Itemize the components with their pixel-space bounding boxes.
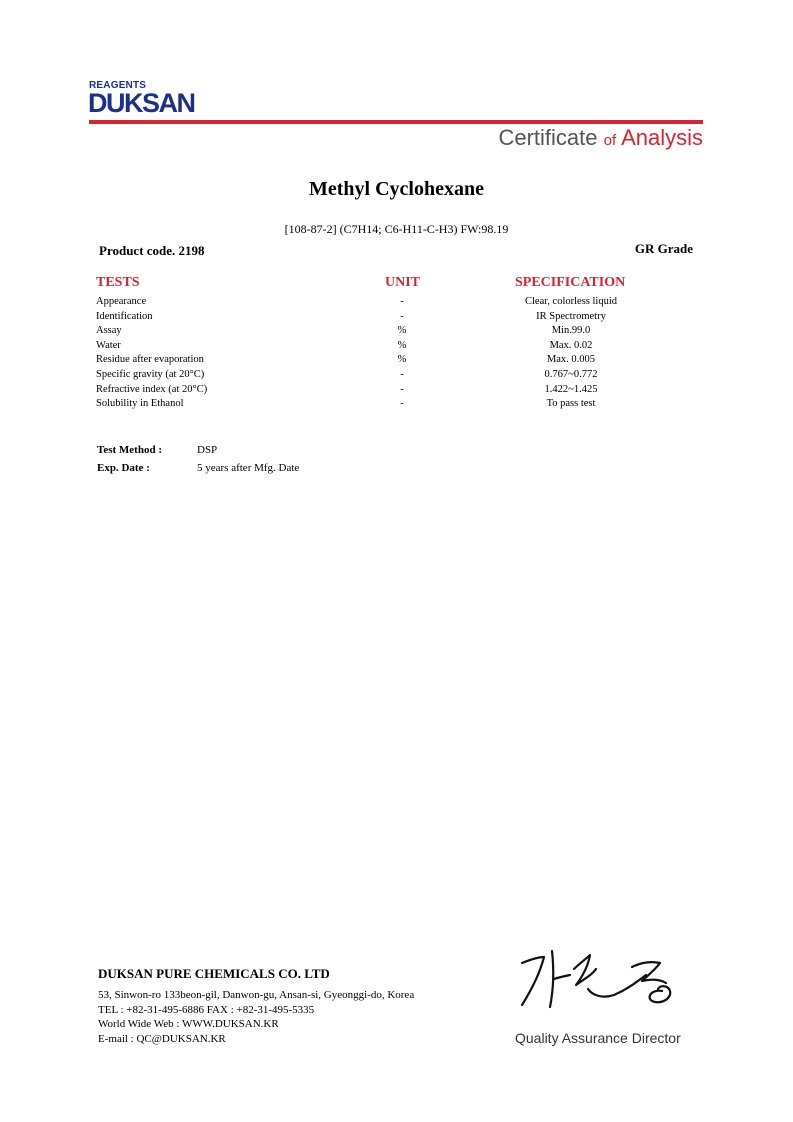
test-unit: - (400, 310, 404, 322)
spec-table (96, 295, 696, 412)
company-name: DUKSAN PURE CHEMICALS CO. LTD (98, 966, 330, 981)
test-name: Specific gravity (at 20°C) (96, 368, 205, 380)
logo-reagents-text: REAGENTS (89, 80, 147, 91)
test-method-value: DSP (197, 444, 218, 456)
company-contact (98, 988, 414, 1047)
test-unit: % (397, 339, 407, 351)
test-spec: Max. 0.005 (546, 354, 596, 366)
signature-image (510, 945, 700, 1015)
test-name: Identification (96, 310, 153, 322)
test-unit: - (400, 368, 404, 380)
exp-date-value: 5 years after Mfg. Date (197, 462, 300, 474)
test-spec: 0.767~0.772 (544, 368, 598, 380)
test-name: Residue after evaporation (96, 354, 204, 366)
product-code: Product code. 2198 (99, 243, 205, 258)
table-row (96, 353, 696, 368)
test-unit: % (397, 325, 407, 337)
test-spec: Clear, colorless liquid (524, 296, 618, 307)
quality-assurance-title: Quality Assurance Director (515, 1030, 681, 1046)
test-unit: - (400, 296, 404, 307)
company-phone: TEL : +82-31-495-6886 FAX : +82-31-495-5335 (98, 1003, 315, 1016)
product-grade: GR Grade (634, 241, 693, 256)
specification-header: SPECIFICATION (515, 275, 626, 290)
company-address: 53, Sinwon-ro 133beon-gil, Danwon-gu, Ansan-si, Gyeonggi-do, Korea (98, 989, 415, 1001)
test-method-line (97, 444, 217, 456)
table-row (96, 368, 696, 383)
test-spec: To pass test (546, 398, 596, 410)
product-name: Methyl Cyclohexane (309, 178, 484, 200)
test-spec: Min.99.0 (551, 325, 591, 337)
test-method-label: Test Method : (97, 444, 162, 456)
header-divider (89, 120, 703, 124)
certificate-of: of (603, 132, 617, 149)
test-spec: Max. 0.02 (549, 339, 593, 351)
test-unit: % (397, 354, 407, 366)
test-spec: 1.422~1.425 (544, 383, 598, 395)
company-email: E-mail : QC@DUKSAN.KR (98, 1033, 226, 1046)
table-row (96, 324, 696, 339)
test-spec: IR Spectrometry (536, 310, 606, 322)
product-formula: [108-87-2] (C7H14; C6-H11-C-H3) FW:98.19 (284, 222, 509, 236)
tests-header: TESTS (96, 275, 140, 290)
test-name: Water (96, 339, 121, 351)
test-unit: - (400, 383, 404, 395)
test-name: Refractive index (at 20°C) (96, 383, 208, 395)
certificate-analysis: Analysis (621, 125, 703, 150)
test-unit: - (400, 398, 404, 410)
test-name: Assay (96, 325, 122, 337)
exp-date-label: Exp. Date : (97, 462, 150, 474)
table-row (96, 295, 696, 310)
table-row (96, 383, 696, 398)
certificate-heading (498, 125, 703, 151)
duksan-logo: DUKSAN (88, 88, 195, 118)
table-row (96, 397, 696, 412)
test-name: Solubility in Ethanol (96, 398, 184, 410)
exp-date-line (97, 462, 299, 474)
certificate-word: Certificate (498, 125, 598, 150)
table-row (96, 310, 696, 325)
company-web: World Wide Web : WWW.DUKSAN.KR (98, 1018, 279, 1031)
table-row (96, 339, 696, 354)
test-name: Appearance (96, 296, 147, 307)
unit-header: UNIT (385, 275, 421, 290)
